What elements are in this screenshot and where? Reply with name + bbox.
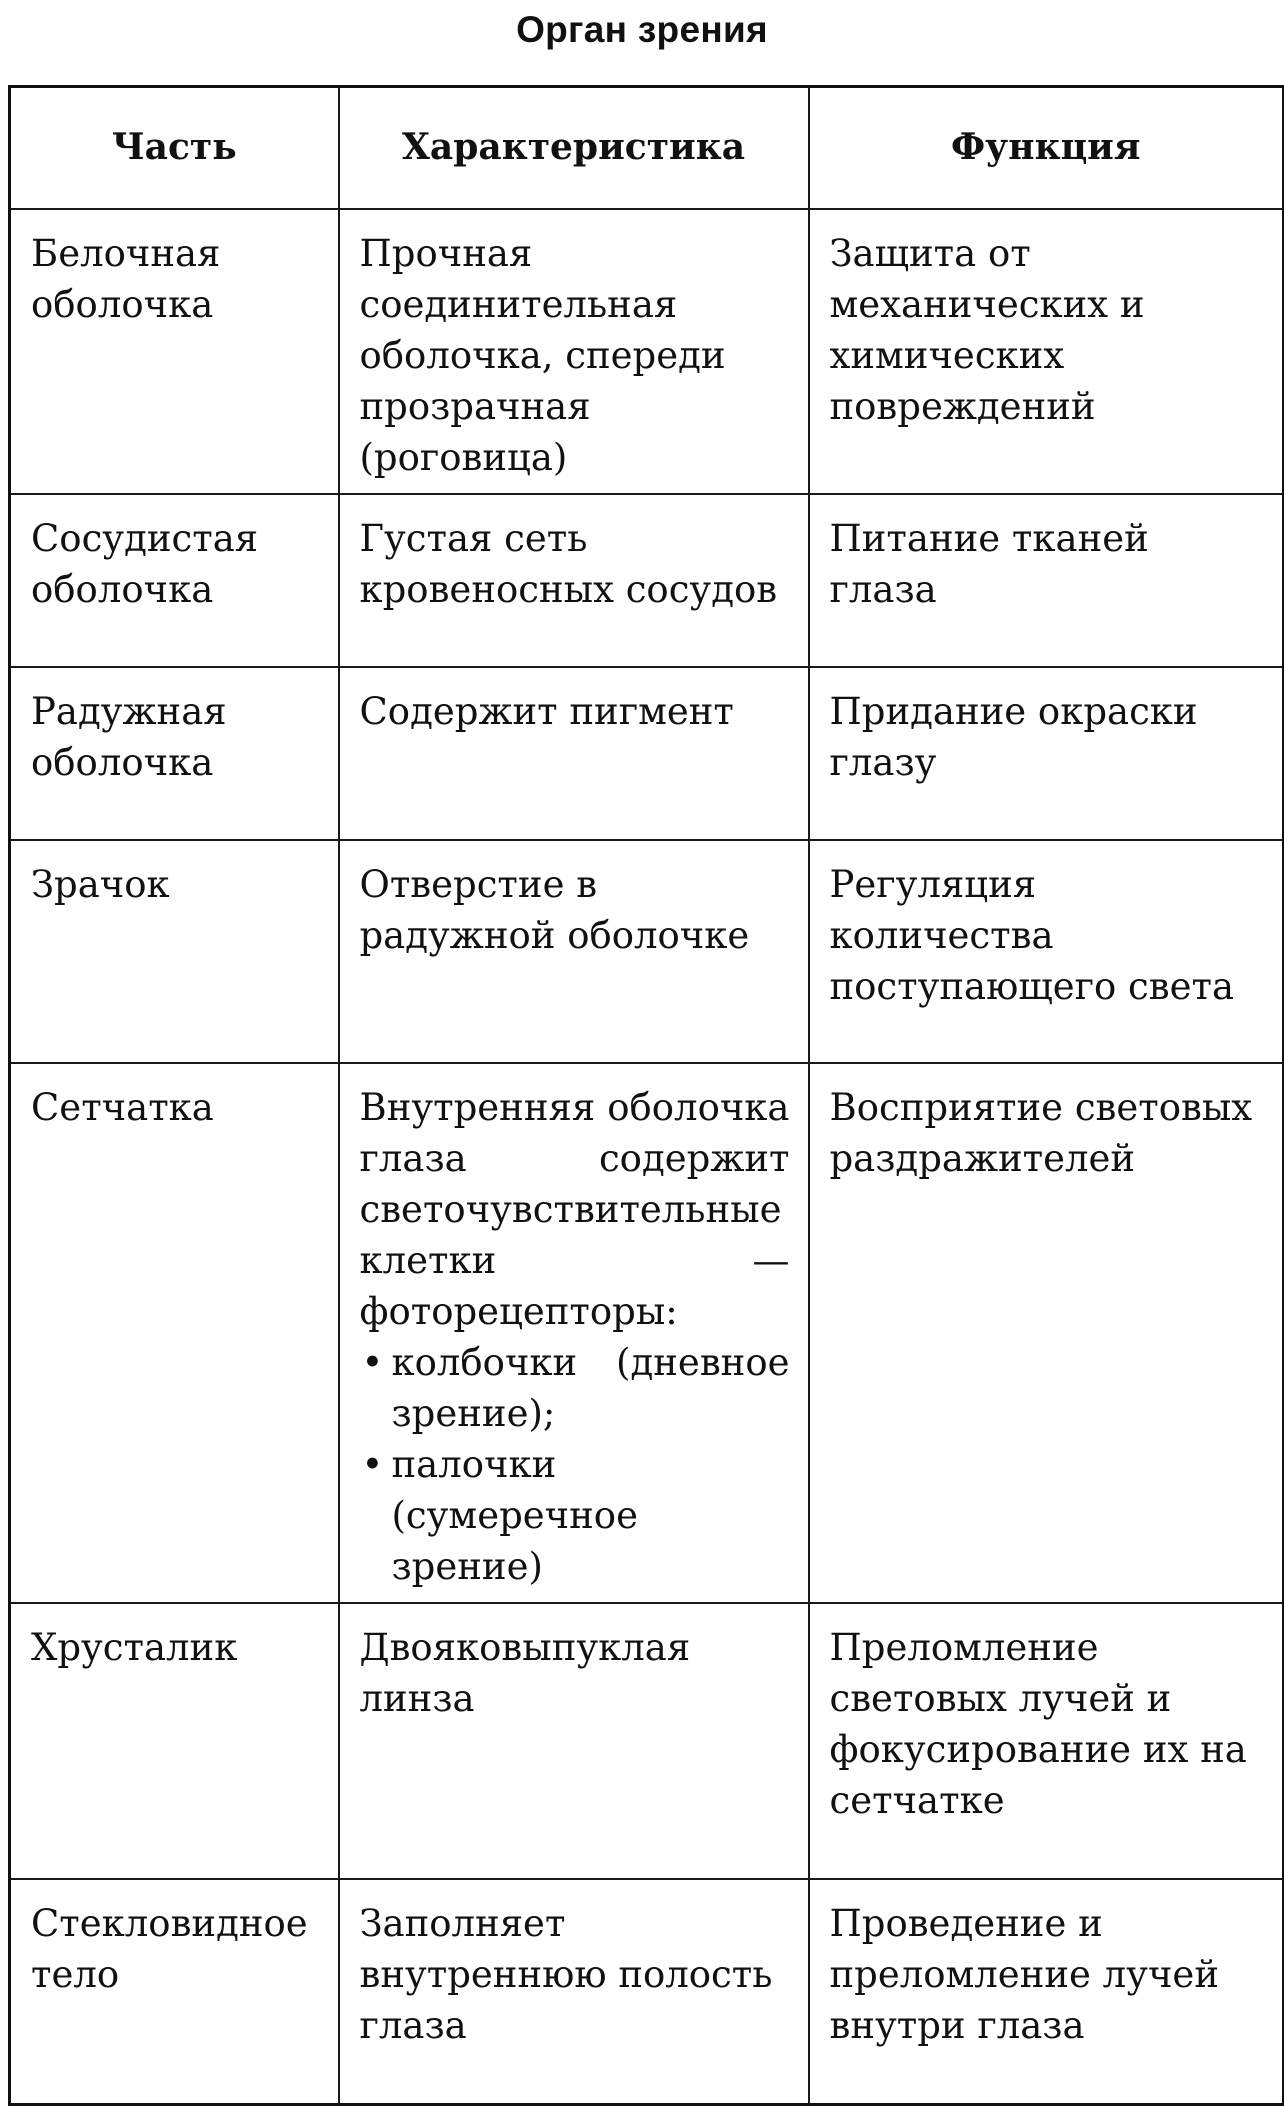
header-part: Часть [10,87,339,209]
cell-characteristic: Содержит пигмент [339,667,809,840]
bullet-icon: • [361,1340,384,1384]
table-row [10,1879,1284,2105]
cell-function: Восприятие световых раздражителей [809,1063,1284,1603]
eye-organ-table [8,85,1284,2106]
header-characteristic: Характеристика [339,87,809,209]
list-item-text: палочки (сумеречное зрение) [391,1442,638,1588]
cell-function: Регуляция количества поступающего света [809,840,1284,1063]
cell-part: Белочная оболочка [10,209,339,494]
cell-part: Сетчатка [10,1063,339,1603]
cell-characteristic-with-list [339,1063,809,1603]
cell-function: Преломление световых лучей и фокусирование их на сетчатке [809,1603,1284,1879]
list-item [360,1439,790,1592]
table-row [10,1063,1284,1603]
table-row [10,840,1284,1063]
list-item [360,1337,790,1439]
cell-function: Питание тканей глаза [809,494,1284,667]
cell-part: Радужная оболочка [10,667,339,840]
cell-function: Придание окраски глазу [809,667,1284,840]
photoreceptor-list [360,1337,790,1592]
cell-characteristic: Отверстие в радужной оболочке [339,840,809,1063]
cell-part: Сосудистая оболочка [10,494,339,667]
table-header-row [10,87,1284,209]
cell-part: Хрусталик [10,1603,339,1879]
page-title: Орган зрения [516,9,768,50]
table-row [10,667,1284,840]
cell-characteristic: Заполняет внутреннюю полость глаза [339,1879,809,2105]
cell-characteristic: Густая сеть кровеносных сосудов [339,494,809,667]
characteristic-text: Внутренняя оболочка глаза содержит светочувствительные клетки — фоторецепторы: [359,1085,790,1333]
header-function: Функция [809,87,1284,209]
list-item-text: колбочки (дневное зрение); [391,1340,790,1435]
cell-characteristic: Прочная соединительная оболочка, спереди прозрачная (роговица) [339,209,809,494]
cell-function: Защита от механических и химических повреждений [809,209,1284,494]
cell-characteristic: Двояковыпуклая линза [339,1603,809,1879]
table-row [10,1603,1284,1879]
bullet-icon: • [361,1442,384,1486]
cell-function: Проведение и преломление лучей внутри глаза [809,1879,1284,2105]
cell-part: Стекловидное тело [10,1879,339,2105]
table-row [10,494,1284,667]
table-row [10,209,1284,494]
cell-part: Зрачок [10,840,339,1063]
